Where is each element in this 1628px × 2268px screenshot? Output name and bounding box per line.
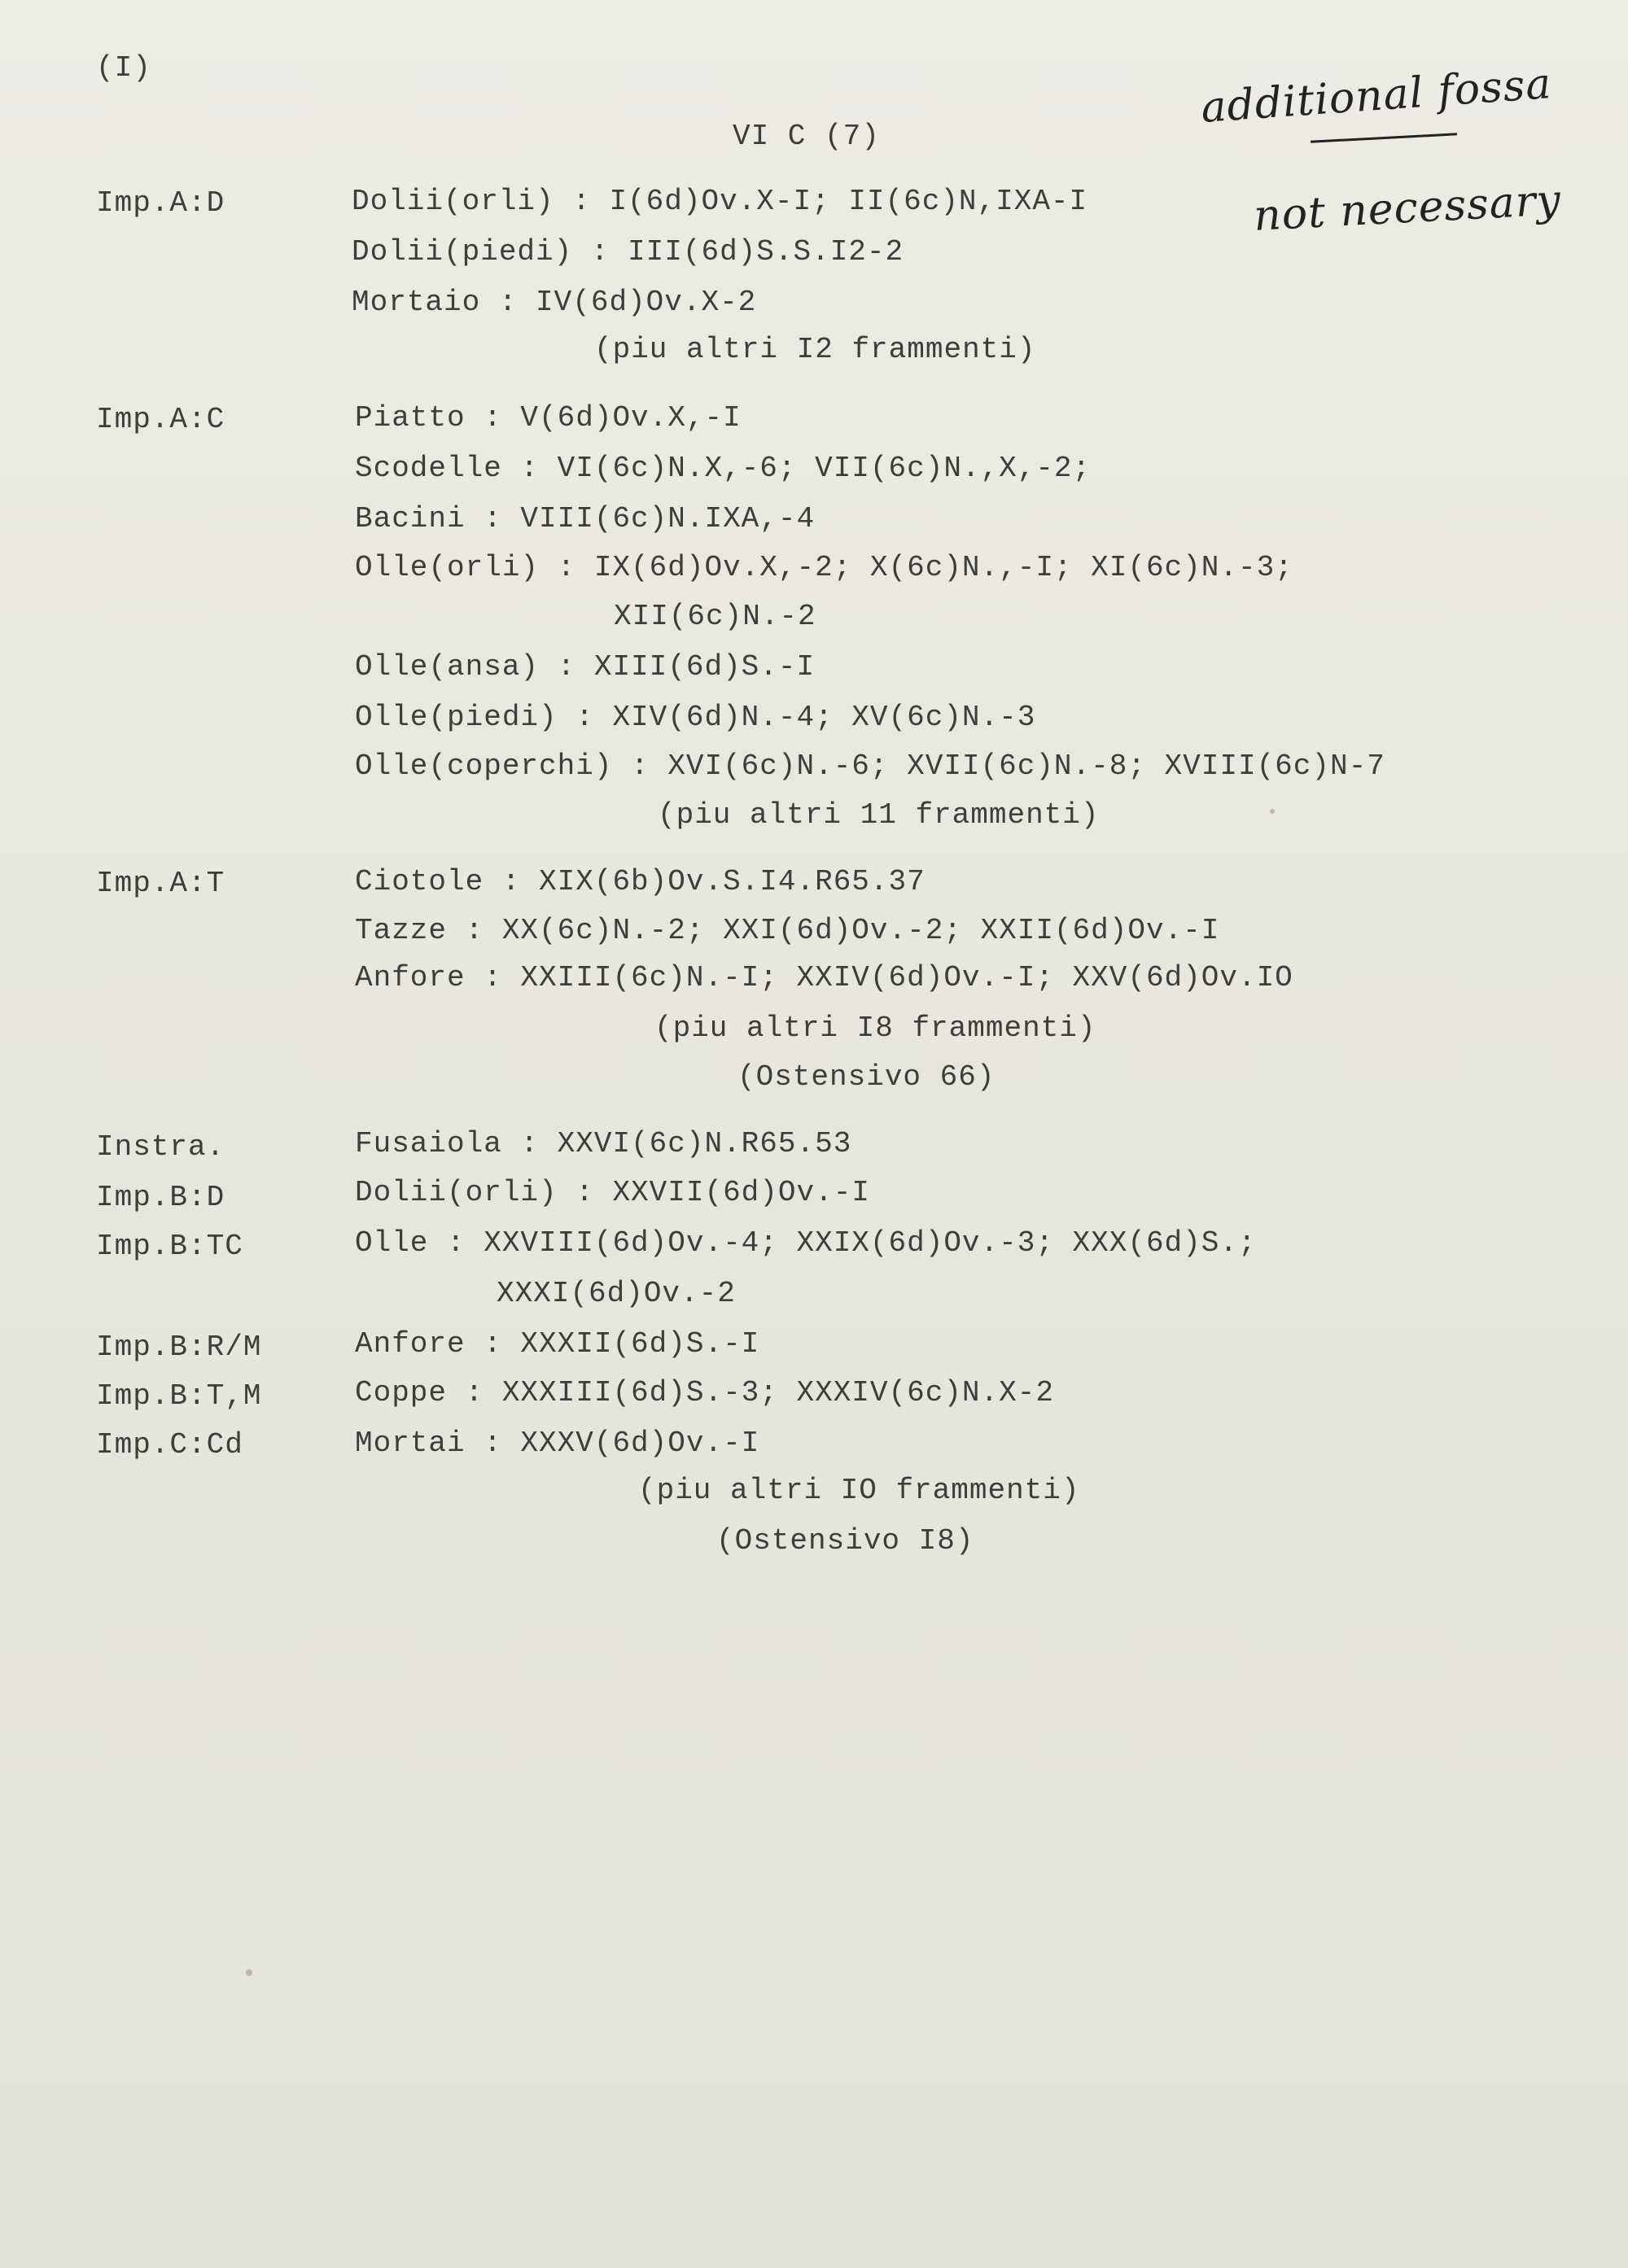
- row-label: Imp.A:D: [96, 186, 225, 220]
- row-label: Instra.: [96, 1130, 225, 1164]
- row-text: XII(6c)N.-2: [614, 600, 816, 633]
- row-label: Imp.B:TC: [96, 1230, 243, 1263]
- row-text: Scodelle : VI(6c)N.X,-6; VII(6c)N.,X,-2;: [355, 452, 1092, 485]
- row-text: Fusaiola : XXVI(6c)N.R65.53: [355, 1127, 852, 1160]
- row-text: (Ostensivo I8): [716, 1524, 974, 1558]
- row-text: Olle(orli) : IX(6d)Ov.X,-2; X(6c)N.,-I; XI(6c)N.-3;: [355, 551, 1293, 584]
- row-text: (piu altri I2 frammenti): [594, 333, 1036, 366]
- row-text: Anfore : XXXII(6d)S.-I: [355, 1327, 760, 1361]
- row-label: Imp.B:T,M: [96, 1379, 262, 1413]
- row-label: Imp.C:Cd: [96, 1428, 243, 1462]
- row-text: Dolii(orli) : XXVII(6d)Ov.-I: [355, 1176, 870, 1209]
- row-text: Dolii(orli) : I(6d)Ov.X-I; II(6c)N,IXA-I: [352, 185, 1088, 218]
- row-text: (piu altri 11 frammenti): [658, 798, 1100, 832]
- handwritten-underline: [1311, 133, 1457, 142]
- row-text: Coppe : XXXIII(6d)S.-3; XXXIV(6c)N.X-2: [355, 1376, 1054, 1409]
- row-text: Olle(coperchi) : XVI(6c)N.-6; XVII(6c)N.-8; XVIII(6c)N-7: [355, 749, 1385, 783]
- row-text: Dolii(piedi) : III(6d)S.S.I2-2: [352, 235, 904, 269]
- handwritten-note-2: not necessary: [1252, 176, 1563, 241]
- row-text: (Ostensivo 66): [737, 1060, 996, 1094]
- paper-speck: [1270, 809, 1275, 814]
- row-text: Mortai : XXXV(6d)Ov.-I: [355, 1427, 760, 1460]
- row-text: (piu altri IO frammenti): [638, 1474, 1080, 1507]
- handwritten-note-1: additional fossa: [1199, 59, 1554, 133]
- row-label: Imp.A:T: [96, 867, 225, 900]
- page-title: VI C (7): [733, 120, 880, 153]
- row-text: Anfore : XXIII(6c)N.-I; XXIV(6d)Ov.-I; XXV(6d)Ov.IO: [355, 961, 1293, 994]
- row-text: Olle : XXVIII(6d)Ov.-4; XXIX(6d)Ov.-3; XXX(6d)S.;: [355, 1226, 1257, 1260]
- row-text: Mortaio : IV(6d)Ov.X-2: [352, 286, 757, 319]
- paper-speck: [246, 1969, 252, 1976]
- row-text: Tazze : XX(6c)N.-2; XXI(6d)Ov.-2; XXII(6d)Ov.-I: [355, 914, 1220, 947]
- row-text: Olle(piedi) : XIV(6d)N.-4; XV(6c)N.-3: [355, 701, 1036, 734]
- row-text: XXXI(6d)Ov.-2: [497, 1277, 736, 1310]
- row-text: Ciotole : XIX(6b)Ov.S.I4.R65.37: [355, 865, 926, 898]
- row-label: Imp.A:C: [96, 403, 225, 436]
- row-label: Imp.B:R/M: [96, 1331, 262, 1364]
- row-text: Olle(ansa) : XIII(6d)S.-I: [355, 650, 816, 684]
- row-label: Imp.B:D: [96, 1181, 225, 1214]
- page-marker: (I): [96, 51, 151, 85]
- row-text: Bacini : VIII(6c)N.IXA,-4: [355, 502, 816, 535]
- row-text: Piatto : V(6d)Ov.X,-I: [355, 401, 742, 435]
- row-text: (piu altri I8 frammenti): [654, 1012, 1096, 1045]
